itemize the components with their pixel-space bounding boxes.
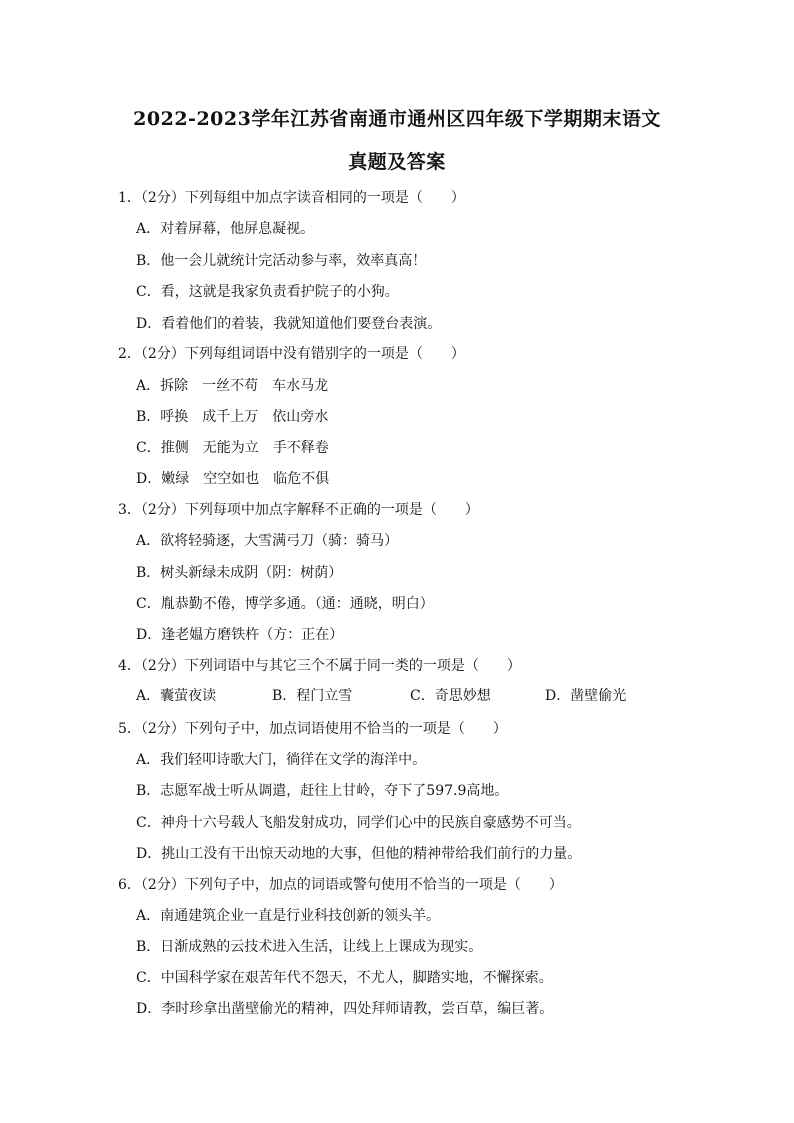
question-3-option-a: A．欲将轻骑逐，大雪满弓刀（骑：骑马）	[136, 533, 399, 549]
question-2-option-b: B．呼换 成千上万 依山旁水	[136, 409, 329, 425]
question-4-option-d: D．凿壁偷光	[545, 688, 627, 704]
question-3-stem: 3．（2分）下列每项中加点字解释不正确的一项是（ ）	[118, 502, 479, 518]
question-1-option-d: D．看着他们的着装，我就知道他们要登台表演。	[136, 316, 442, 332]
question-4-option-c: C．奇思妙想	[410, 688, 491, 704]
question-4-stem: 4．（2分）下列词语中与其它三个不属于同一类的一项是（ ）	[118, 658, 521, 674]
question-5-option-c: C．神舟十六号载人飞船发射成功，同学们心中的民族自豪感势不可当。	[136, 815, 581, 831]
question-4-option-b: B．程门立雪	[272, 688, 353, 704]
question-2-stem: 2．（2分）下列每组词语中没有错别字的一项是（ ）	[118, 346, 465, 362]
question-4-option-a: A．囊萤夜读	[136, 688, 217, 704]
question-3-option-b: B．树头新绿未成阴（阴：树荫）	[136, 565, 343, 581]
document-title-line-1: 2022-2023学年江苏省南通市通州区四年级下学期期末语文	[133, 108, 661, 130]
question-3-option-c: C．胤恭勤不倦，博学多通。（通：通晓，明白）	[136, 596, 434, 612]
question-5-option-d: D．挑山工没有干出惊天动地的大事，但他的精神带给我们前行的力量。	[136, 846, 582, 862]
question-2-option-a: A．拆除 一丝不苟 车水马龙	[136, 378, 329, 394]
question-1-option-c: C．看，这就是我家负责看护院子的小狗。	[136, 284, 399, 300]
question-6-option-d: D．李时珍拿出凿壁偷光的精神，四处拜师请教，尝百草，编巨著。	[136, 1001, 554, 1017]
question-5-stem: 5．（2分）下列句子中，加点词语使用不恰当的一项是（ ）	[118, 721, 507, 737]
question-6-option-b: B．日渐成熟的云技术进入生活，让线上上课成为现实。	[136, 939, 483, 955]
question-2-option-d: D．嫩绿 空空如也 临危不俱	[136, 471, 330, 487]
question-1-stem: 1．（2分）下列每组中加点字读音相同的一项是（ ）	[118, 190, 465, 206]
document-title-line-2: 真题及答案	[348, 151, 446, 173]
question-5-option-b: B．志愿军战士听从调遣，赶往上甘岭，夺下了597.9高地。	[136, 783, 509, 799]
question-2-option-c: C．推侧 无能为立 手不释卷	[136, 440, 329, 456]
question-3-option-d: D．逢老媪方磨铁杵（方：正在）	[136, 627, 344, 643]
question-6-option-a: A．南通建筑企业一直是行业科技创新的领头羊。	[136, 908, 441, 924]
question-1-option-b: B．他一会儿就统计完活动参与率，效率真高！	[136, 253, 427, 269]
question-5-option-a: A．我们轻叩诗歌大门，徜徉在文学的海洋中。	[136, 752, 427, 768]
question-1-option-a: A．对着屏幕，他屏息凝视。	[136, 221, 315, 237]
question-6-option-c: C．中国科学家在艰苦年代不怨天，不尤人，脚踏实地，不懈探索。	[136, 970, 553, 986]
question-6-stem: 6．（2分）下列句子中，加点的词语或警句使用不恰当的一项是（ ）	[118, 877, 563, 893]
